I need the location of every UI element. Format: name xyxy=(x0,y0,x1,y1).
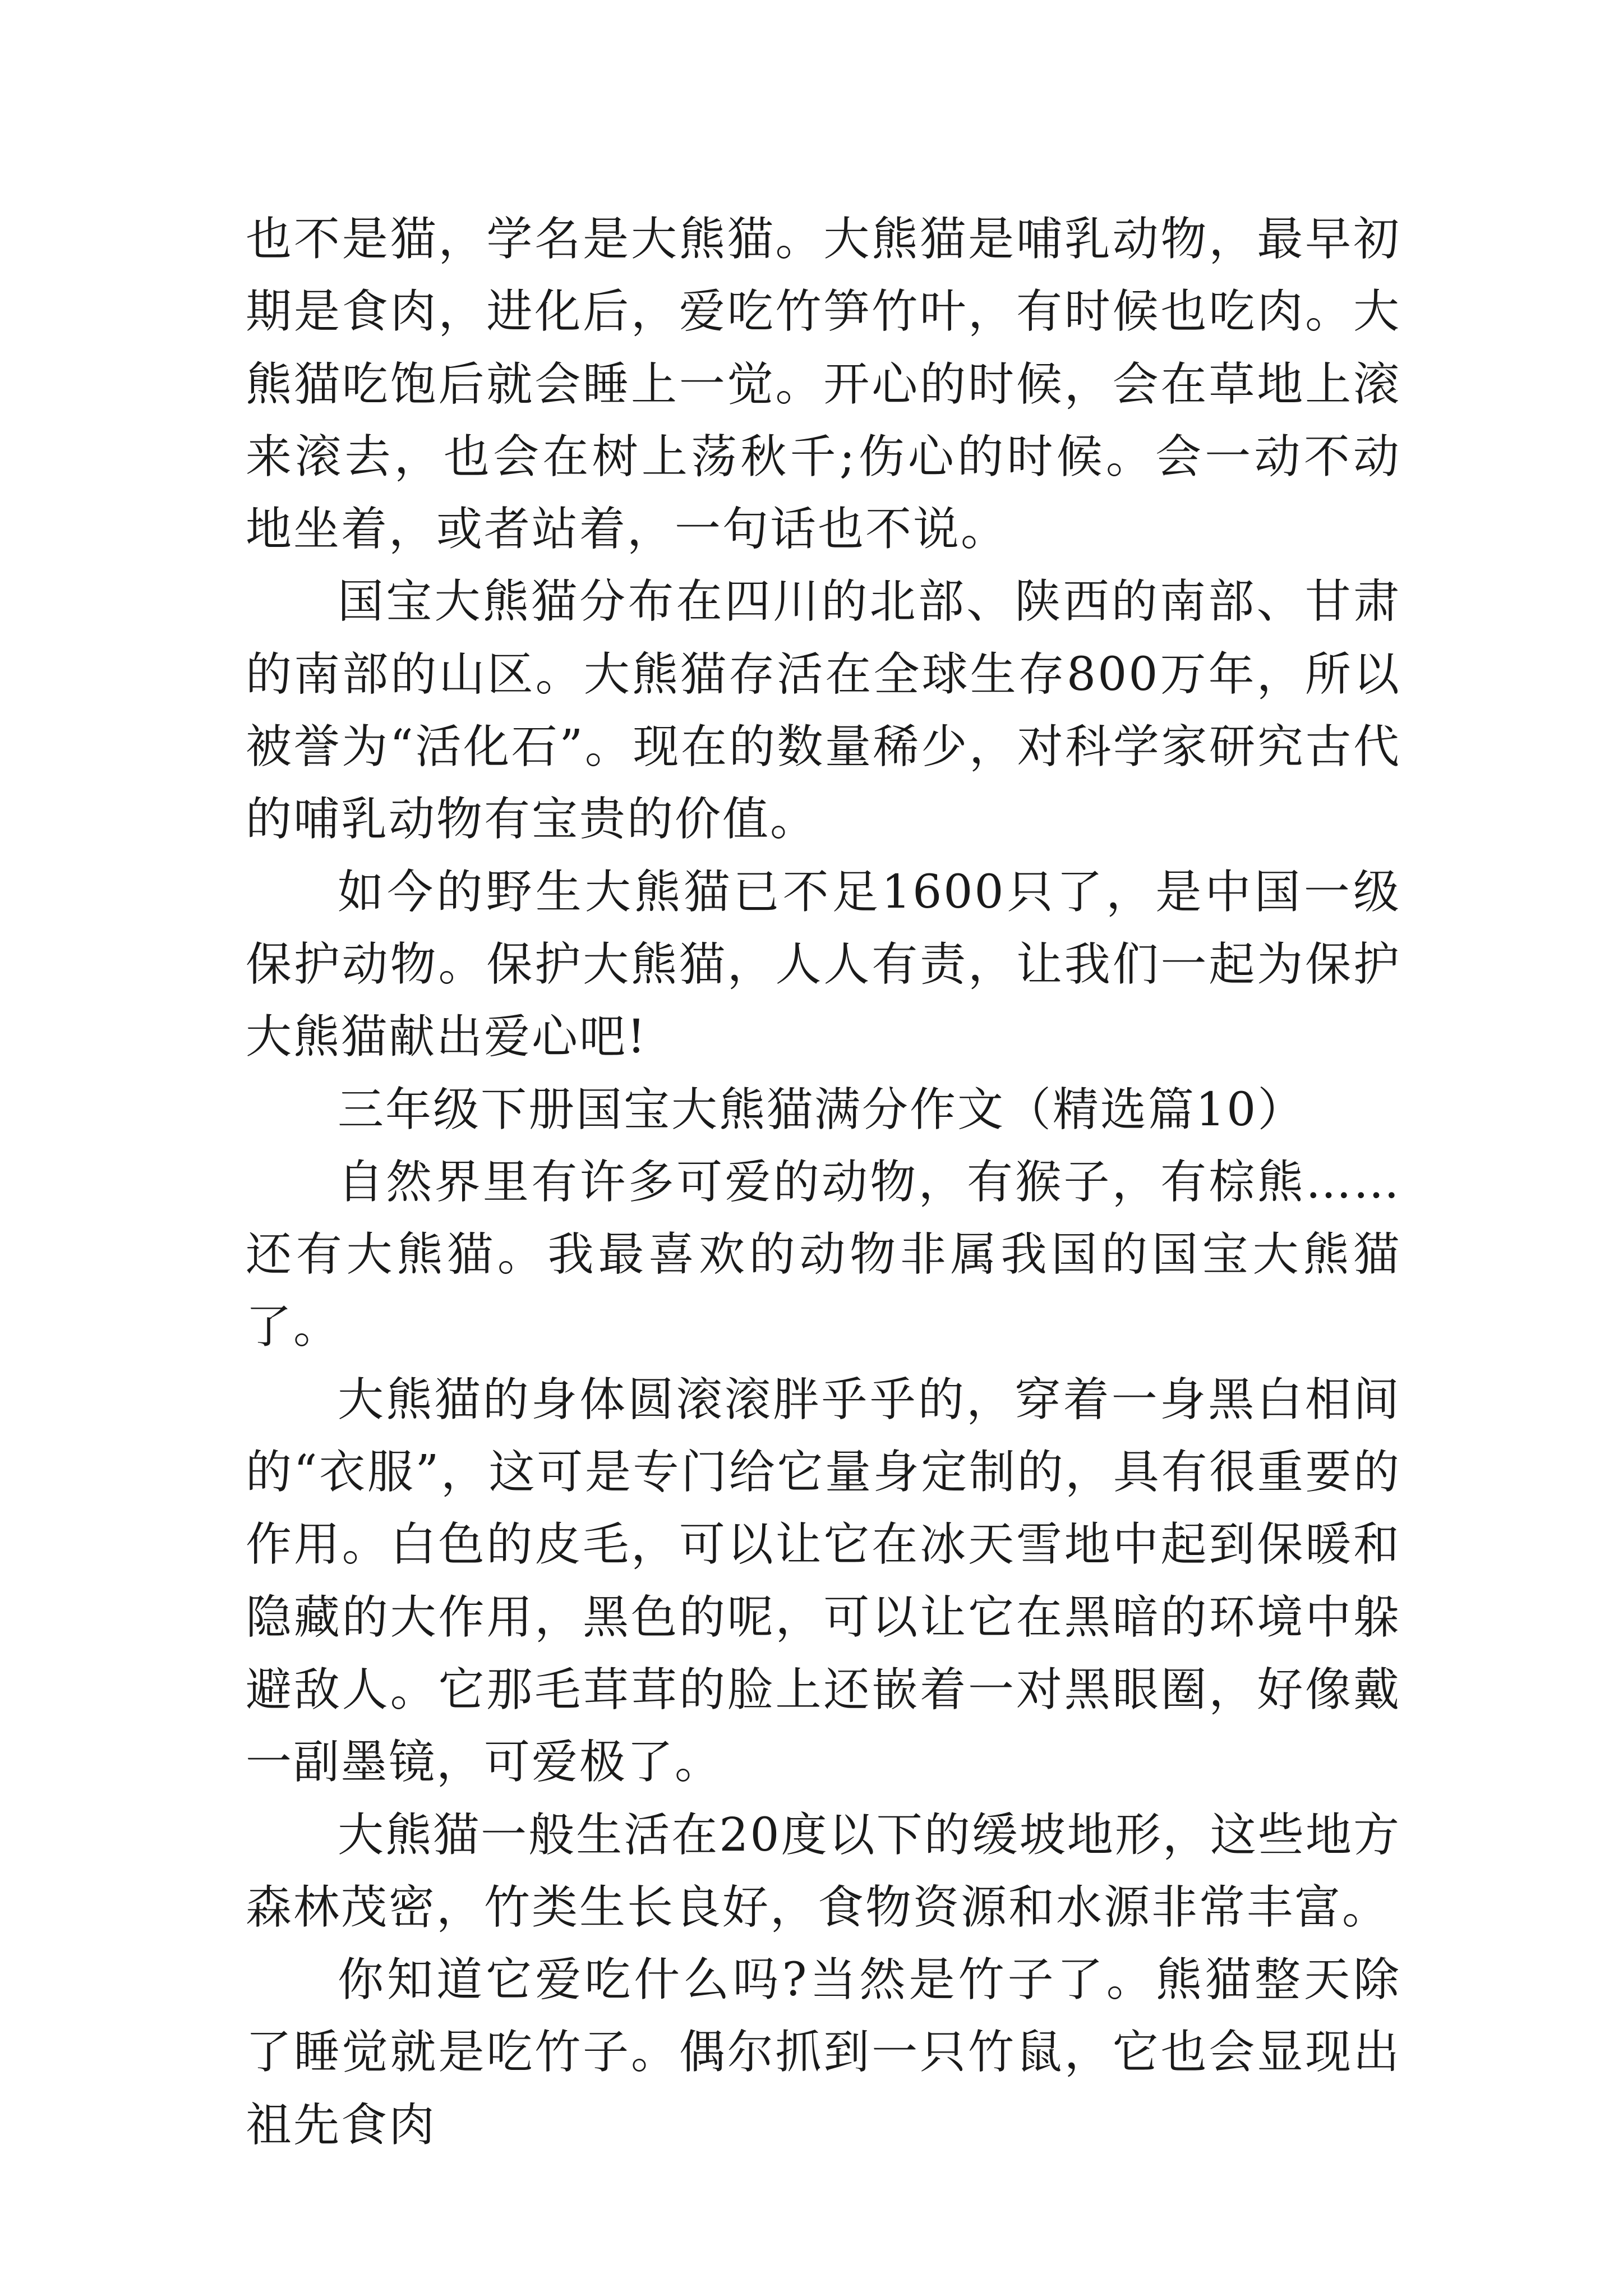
paragraph: 国宝大熊猫分布在四川的北部、陕西的南部、甘肃的南部的山区。大熊猫存活在全球生存800万年，所以被誉为“活化石”。现在的数量稀少，对科学家研究古代的哺乳动物有宝贵的价值。 xyxy=(246,575,1401,846)
paragraph: 自然界里有许多可爱的动物，有猴子，有棕熊……还有大熊猫。我最喜欢的动物非属我国的国宝大熊猫了。 xyxy=(246,1155,1401,1354)
section-heading: 三年级下册国宝大熊猫满分作文（精选篇10） xyxy=(338,1083,1306,1137)
paragraph: 你知道它爱吃什么吗?当然是竹子了。熊猫整天除了睡觉就是吃竹子。偶尔抓到一只竹鼠，它也会显现出祖先食肉 xyxy=(246,1953,1401,2152)
paragraph-continued: 也不是猫，学名是大熊猫。大熊猫是哺乳动物，最早初期是食肉，进化后，爱吃竹笋竹叶，有时候也吃肉。大熊猫吃饱后就会睡上一觉。开心的时候，会在草地上滚来滚去，也会在树上荡秋千;伤心的时候。会一动不动地坐着，或者站着，一句话也不说。 xyxy=(246,213,1401,556)
paragraph: 大熊猫一般生活在20度以下的缓坡地形，这些地方森林茂密，竹类生长良好，食物资源和水源非常丰富。 xyxy=(246,1808,1401,1934)
paragraph: 大熊猫的身体圆滚滚胖乎乎的，穿着一身黑白相间的“衣服”，这可是专门给它量身定制的，具有很重要的作用。白色的皮毛，可以让它在冰天雪地中起到保暖和隐藏的大作用，黑色的呢，可以让它在黑暗的环境中躲避敌人。它那毛茸茸的脸上还嵌着一对黑眼圈，好像戴一副墨镜，可爱极了。 xyxy=(246,1373,1401,1789)
paragraph: 如今的野生大熊猫已不足1600只了，是中国一级保护动物。保护大熊猫，人人有责，让我们一起为保护大熊猫献出爱心吧! xyxy=(246,865,1401,1064)
document-body xyxy=(246,203,1401,2161)
